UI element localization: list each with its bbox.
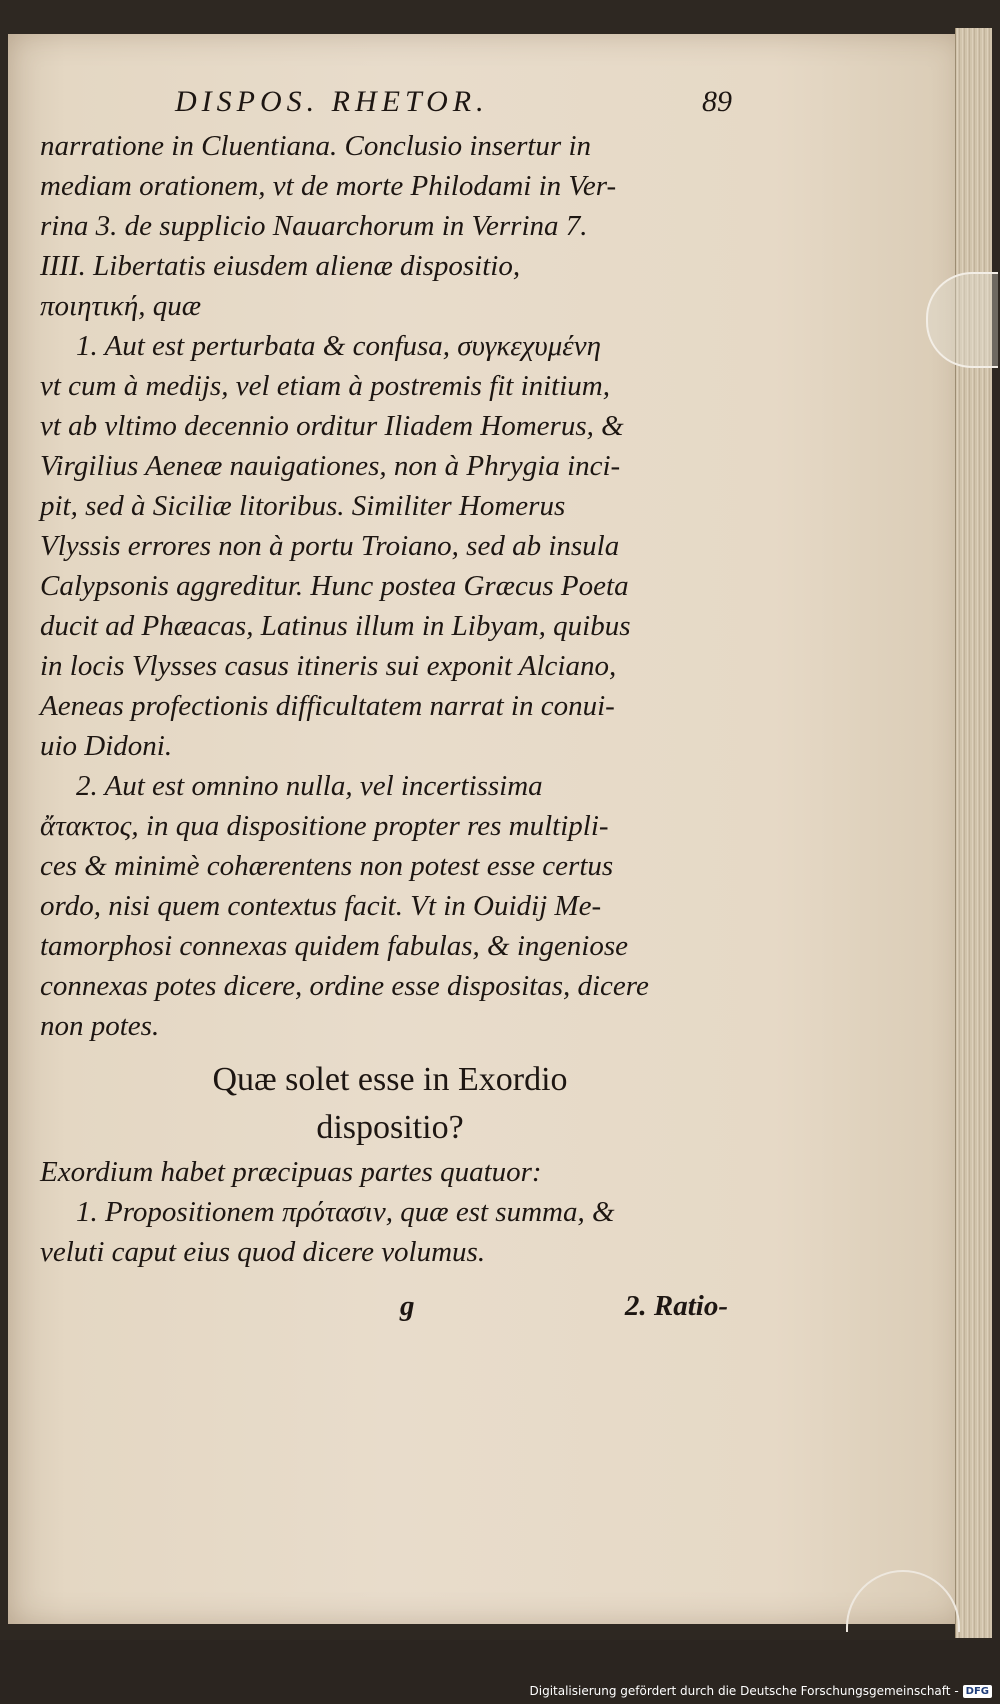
page-text	[40, 82, 740, 1326]
text-line: ducit ad Phæacas, Latinus illum in Libyam, quibus	[40, 610, 631, 642]
text-line: Virgilius Aeneæ nauigationes, non à Phrygia inci-	[40, 450, 621, 482]
section-heading-line-1: Quæ solet esse in Exordio	[212, 1061, 568, 1098]
text-line: ces & minimè cohærentens non potest esse certus	[40, 850, 614, 882]
text-line: rina 3. de supplicio Nauarchorum in Verrina 7.	[40, 210, 588, 242]
catchword: 2. Ratio-	[624, 1290, 728, 1322]
text-line: in locis Vlysses casus itineris sui exponit Alciano,	[40, 650, 617, 682]
text-line: 2. Aut est omnino nulla, vel incertissima	[76, 770, 543, 802]
text-line: vt ab vltimo decennio orditur Iliadem Homerus, &	[40, 410, 624, 442]
text-line: Vlyssis errores non à portu Troiano, sed ab insula	[40, 530, 620, 562]
text-line: pit, sed à Siciliæ litoribus. Similiter Homerus	[40, 490, 566, 522]
caption-text: Digitalisierung gefördert durch die Deutsche Forschungsgemeinschaft -	[529, 1684, 959, 1698]
text-line: Exordium habet præcipuas partes quatuor:	[40, 1156, 542, 1188]
text-line: 1. Aut est perturbata & confusa, συγκεχυμένη	[76, 330, 601, 362]
text-line: tamorphosi connexas quidem fabulas, & ingeniose	[40, 930, 629, 962]
section-heading-line-2: dispositio?	[316, 1109, 464, 1146]
text-line: veluti caput eius quod dicere volumus.	[40, 1236, 486, 1268]
text-line: uio Didoni.	[40, 730, 173, 762]
text-line: connexas potes dicere, ordine esse dispositas, dicere	[40, 970, 649, 1002]
text-line: narratione in Cluentiana. Conclusio insertur in	[40, 130, 592, 162]
text-line: 1. Propositionem πρότασιν, quæ est summa, &	[76, 1196, 615, 1228]
text-line: ordo, nisi quem contextus facit. Vt in Ouidij Me-	[40, 890, 602, 922]
dfg-logo: DFG	[963, 1685, 992, 1698]
text-line: mediam orationem, vt de morte Philodami in Ver-	[40, 170, 617, 202]
section-heading	[40, 1056, 740, 1152]
text-line: non potes.	[40, 1010, 160, 1042]
text-line: Aeneas profectionis difficultatem narrat in conui-	[40, 690, 615, 722]
page-footer	[40, 1286, 740, 1326]
page-number: 89	[702, 85, 732, 118]
running-head	[40, 82, 740, 122]
text-line: Calypsonis aggreditur. Hunc postea Græcus Poeta	[40, 570, 629, 602]
digitization-caption	[530, 1684, 993, 1698]
text-line: ποιητική, quæ	[40, 290, 202, 322]
page-edges	[955, 28, 992, 1638]
signature-mark: g	[400, 1290, 415, 1322]
text-line: ἄτακτος, in qua dispositione propter res multipli-	[40, 810, 609, 842]
text-line: vt cum à medijs, vel etiam à postremis fit initium,	[40, 370, 610, 402]
text-line: IIII. Libertatis eiusdem alienæ dispositio,	[40, 250, 521, 282]
running-head-title: DISPOS. RHETOR.	[175, 85, 489, 118]
